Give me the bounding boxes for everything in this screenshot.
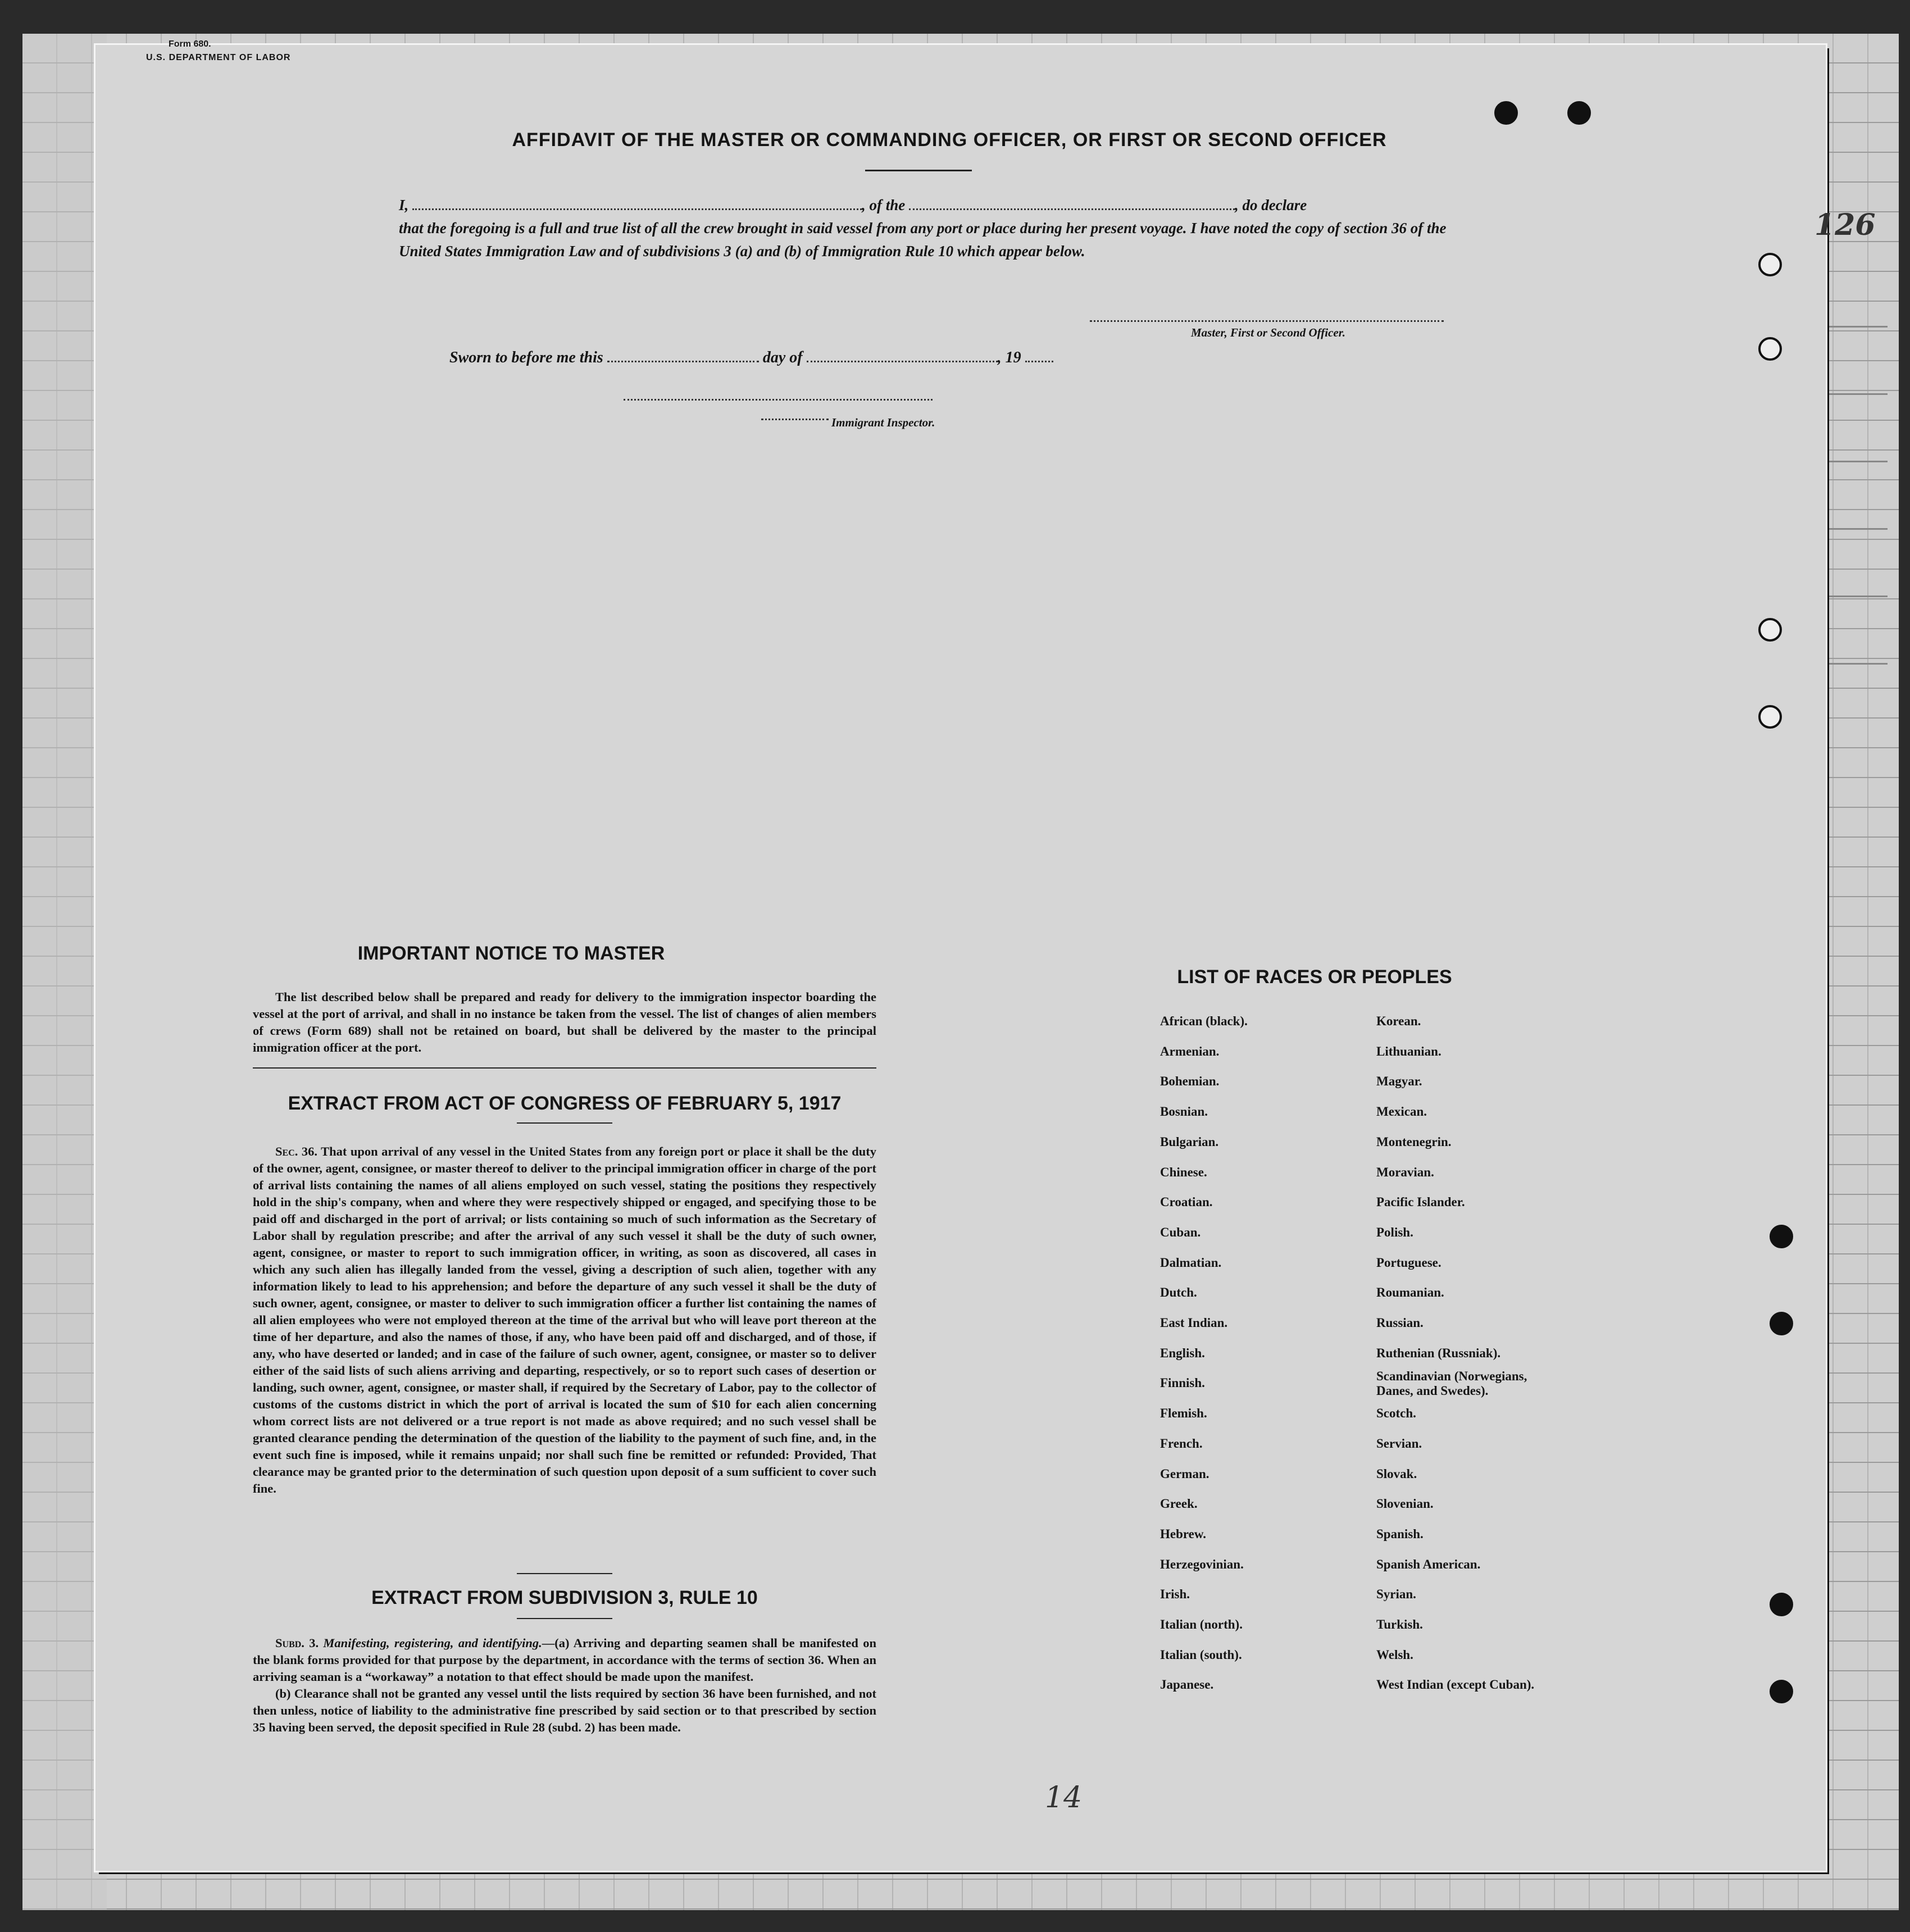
race-item: Dutch. xyxy=(1160,1285,1197,1300)
rule-text-block xyxy=(253,1635,876,1736)
race-item: Servian. xyxy=(1376,1436,1422,1451)
punch-hole xyxy=(1494,101,1518,125)
act-section-label: Sec. 36. xyxy=(275,1144,317,1158)
race-item: Montenegrin. xyxy=(1376,1134,1452,1149)
act-title-rule xyxy=(517,1122,612,1124)
race-item: Bulgarian. xyxy=(1160,1134,1219,1149)
declaration-text: that the foregoing is a full and true list of all the crew brought in said vessel from any port or place during her present voyage. I have noted the copy of section 36 of the United States Immigration Law and of subdivisions 3 (a) and (b) of Immigration Rule 10 which appear below. xyxy=(399,220,1447,260)
act-text: That upon arrival of any vessel in the United States from any foreign port or place it shall be the duty of the owner, agent, consignee, or master thereof to deliver to the principal immigration officer in charge of the port of arrival lists containing the names of all aliens employed on such vessel, stating the positions they respectively hold in the ship's company, when and where they were respectively shipped or engaged, and specifying those to be paid off and discharged in the port of arrival; or lists containing so much of such information as the Secretary of Labor shall by regulation prescribe; and after the arrival of any such vessel it shall be the duty of such owner, agent, consignee, or master to report to such immigration officer, in writing, as soon as discovered, all cases in which any such alien has illegally landed from the vessel, giving a description of such alien, together with any information likely to lead to his apprehension; and before the departure of any such vessel it shall be the duty of such owner, agent, consignee, or master to deliver to such immigration officer a further list containing the names of all alien employees who were not employed thereon at the time of the arrival but who will leave port thereon at the time of her departure, and also the names of those, if any, who have been paid off and discharged, and of those, if any, who have deserted or landed; and in case of the failure of such owner, agent, consignee, or master so to deliver either of the said lists of such aliens arriving and departing, respectively, or so to report such cases of desertion or landing, such owner, agent, consignee, or master shall, if required by the Secretary of Labor, pay to the collector of customs of the customs district in which the port of arrival is located the sum of $10 for each alien concerning whom correct lists are not delivered or a true report is not made as above required; and no such vessel shall be granted clearance pending the determination of the question of the liability to the payment of such fine, and, in the event such fine is imposed, while it remains unpaid; nor shall such fine be remitted or refunded: Provided, That clearance may be granted prior to the determination of such question upon deposit of a sum sufficient to cover such fine. xyxy=(253,1144,876,1495)
race-item: Slovak. xyxy=(1376,1466,1417,1481)
race-item: Japanese. xyxy=(1160,1678,1214,1692)
rule-paragraph-b: (b) Clearance shall not be granted any vessel until the lists required by section 36 have been furnished, and not then unless, notice of liability to the administrative fine prescribed by said section or to that prescribed by section 35 having been served, the deposit specified in Rule 28 (subd. 2) has been made. xyxy=(253,1686,876,1734)
race-item: Armenian. xyxy=(1160,1044,1220,1058)
master-caption: Master, First or Second Officer. xyxy=(1191,326,1345,339)
race-item: Scotch. xyxy=(1376,1406,1416,1421)
act-end-rule xyxy=(517,1573,612,1574)
race-item: Syrian. xyxy=(1376,1587,1416,1602)
rule-text-a: —(a) Arriving and departing seamen shall be manifested on the blank forms provided for that purpose by the department, in accordance with the terms of section 36. When an arriving seaman is a “workaway” a notation to that effect should be made upon the manifest. xyxy=(253,1636,876,1684)
race-item: Hebrew. xyxy=(1160,1526,1206,1541)
race-item: Magyar. xyxy=(1376,1074,1422,1089)
declare-suffix: , do declare xyxy=(1235,197,1307,213)
declaration-line-1 xyxy=(399,194,1483,217)
sworn-line xyxy=(449,348,1053,367)
race-item: Flemish. xyxy=(1160,1406,1207,1421)
race-item: French. xyxy=(1160,1436,1203,1451)
race-item: Cuban. xyxy=(1160,1225,1201,1239)
title-rule xyxy=(865,170,972,171)
punch-hole xyxy=(1770,1225,1793,1248)
race-item: Mexican. xyxy=(1376,1104,1427,1119)
notice-title: IMPORTANT NOTICE TO MASTER xyxy=(357,943,665,964)
sworn-prefix: Sworn to before me this xyxy=(449,349,603,366)
race-item: East Indian. xyxy=(1160,1316,1228,1330)
race-item: Dalmatian. xyxy=(1160,1255,1222,1270)
race-item: Croatian. xyxy=(1160,1195,1213,1210)
punch-hole xyxy=(1758,705,1782,729)
punch-hole xyxy=(1567,101,1591,125)
declarant-prefix: I, xyxy=(399,197,409,213)
race-item: Irish. xyxy=(1160,1587,1190,1602)
declaration-block xyxy=(399,194,1483,263)
race-item: Turkish. xyxy=(1376,1617,1423,1631)
sworn-day-of: day of xyxy=(762,349,803,366)
ledger-left-column xyxy=(22,34,107,1910)
race-item: Herzegovinian. xyxy=(1160,1557,1244,1571)
vessel-name-field[interactable] xyxy=(909,196,1235,210)
race-item: Spanish. xyxy=(1376,1526,1424,1541)
declarant-name-field[interactable] xyxy=(412,196,862,210)
race-item: West Indian (except Cuban). xyxy=(1376,1678,1535,1692)
race-item: German. xyxy=(1160,1466,1209,1481)
department-name: U.S. DEPARTMENT OF LABOR xyxy=(146,53,291,62)
race-item: Ruthenian (Russniak). xyxy=(1376,1345,1501,1360)
race-item: Bohemian. xyxy=(1160,1074,1220,1089)
race-item: Moravian. xyxy=(1376,1165,1434,1179)
punch-hole xyxy=(1758,618,1782,642)
affidavit-title: AFFIDAVIT OF THE MASTER OR COMMANDING OFFICER, OR FIRST OR SECOND OFFICER xyxy=(512,129,1387,151)
sworn-year-field[interactable] xyxy=(1025,348,1053,362)
punch-hole xyxy=(1758,337,1782,361)
race-item: Polish. xyxy=(1376,1225,1413,1239)
act-title: EXTRACT FROM ACT OF CONGRESS OF FEBRUARY 5, 1917 xyxy=(288,1093,842,1114)
form-number: Form 680. xyxy=(169,39,211,49)
race-item: Bosnian. xyxy=(1160,1104,1208,1119)
punch-hole xyxy=(1758,253,1782,276)
punch-hole xyxy=(1770,1593,1793,1616)
act-text-block xyxy=(253,1143,876,1497)
race-item: English. xyxy=(1160,1345,1205,1360)
race-item: Slovenian. xyxy=(1376,1497,1434,1511)
race-item: Roumanian. xyxy=(1376,1285,1444,1300)
race-item: Korean. xyxy=(1376,1014,1421,1028)
race-item: Chinese. xyxy=(1160,1165,1207,1179)
race-item: Portuguese. xyxy=(1376,1255,1441,1270)
punch-hole xyxy=(1770,1312,1793,1335)
inspector-title-dots xyxy=(761,419,829,420)
sworn-month-field[interactable] xyxy=(807,348,998,362)
inspector-signature-field[interactable] xyxy=(624,399,933,401)
race-item: African (black). xyxy=(1160,1014,1248,1028)
race-item: Finnish. xyxy=(1160,1376,1205,1390)
handwritten-mark: 14 xyxy=(1045,1781,1083,1815)
master-signature-field[interactable] xyxy=(1090,320,1444,322)
race-item: Spanish American. xyxy=(1376,1557,1481,1571)
rule-subd-heading: Manifesting, registering, and identifying. xyxy=(323,1636,542,1650)
race-item: Greek. xyxy=(1160,1497,1198,1511)
race-item: Russian. xyxy=(1376,1316,1424,1330)
sworn-year-prefix: , 19 xyxy=(997,349,1021,366)
punch-hole xyxy=(1770,1680,1793,1703)
race-item: Italian (south). xyxy=(1160,1647,1242,1662)
race-item: Welsh. xyxy=(1376,1647,1413,1662)
inspector-caption: Immigrant Inspector. xyxy=(831,416,935,429)
affidavit-page xyxy=(96,39,1876,1871)
sworn-day-field[interactable] xyxy=(607,348,759,362)
rule-subd-label: Subd. 3. xyxy=(275,1636,319,1650)
notice-rule xyxy=(253,1067,876,1069)
rule-title-rule xyxy=(517,1618,612,1619)
rule-title: EXTRACT FROM SUBDIVISION 3, RULE 10 xyxy=(371,1587,758,1608)
race-item: Pacific Islander. xyxy=(1376,1195,1465,1210)
rule-paragraph-a xyxy=(253,1635,876,1685)
race-item: Scandinavian (Norwegians, Danes, and Swedes). xyxy=(1376,1369,1527,1398)
notice-text: The list described below shall be prepared and ready for delivery to the immigration inspector boarding the vessel at the port of arrival, and shall in no instance be taken from the vessel. The list of changes of alien members of crews (Form 689) shall not be retained on board, but shall be delivered by the master to the principal immigration officer at the port. xyxy=(253,990,876,1054)
vessel-prefix: , of the xyxy=(862,197,906,213)
race-item: Lithuanian. xyxy=(1376,1044,1441,1058)
race-item: Italian (north). xyxy=(1160,1617,1243,1631)
races-title: LIST OF RACES OR PEOPLES xyxy=(1177,966,1452,988)
page-number: 126 xyxy=(1814,208,1876,242)
